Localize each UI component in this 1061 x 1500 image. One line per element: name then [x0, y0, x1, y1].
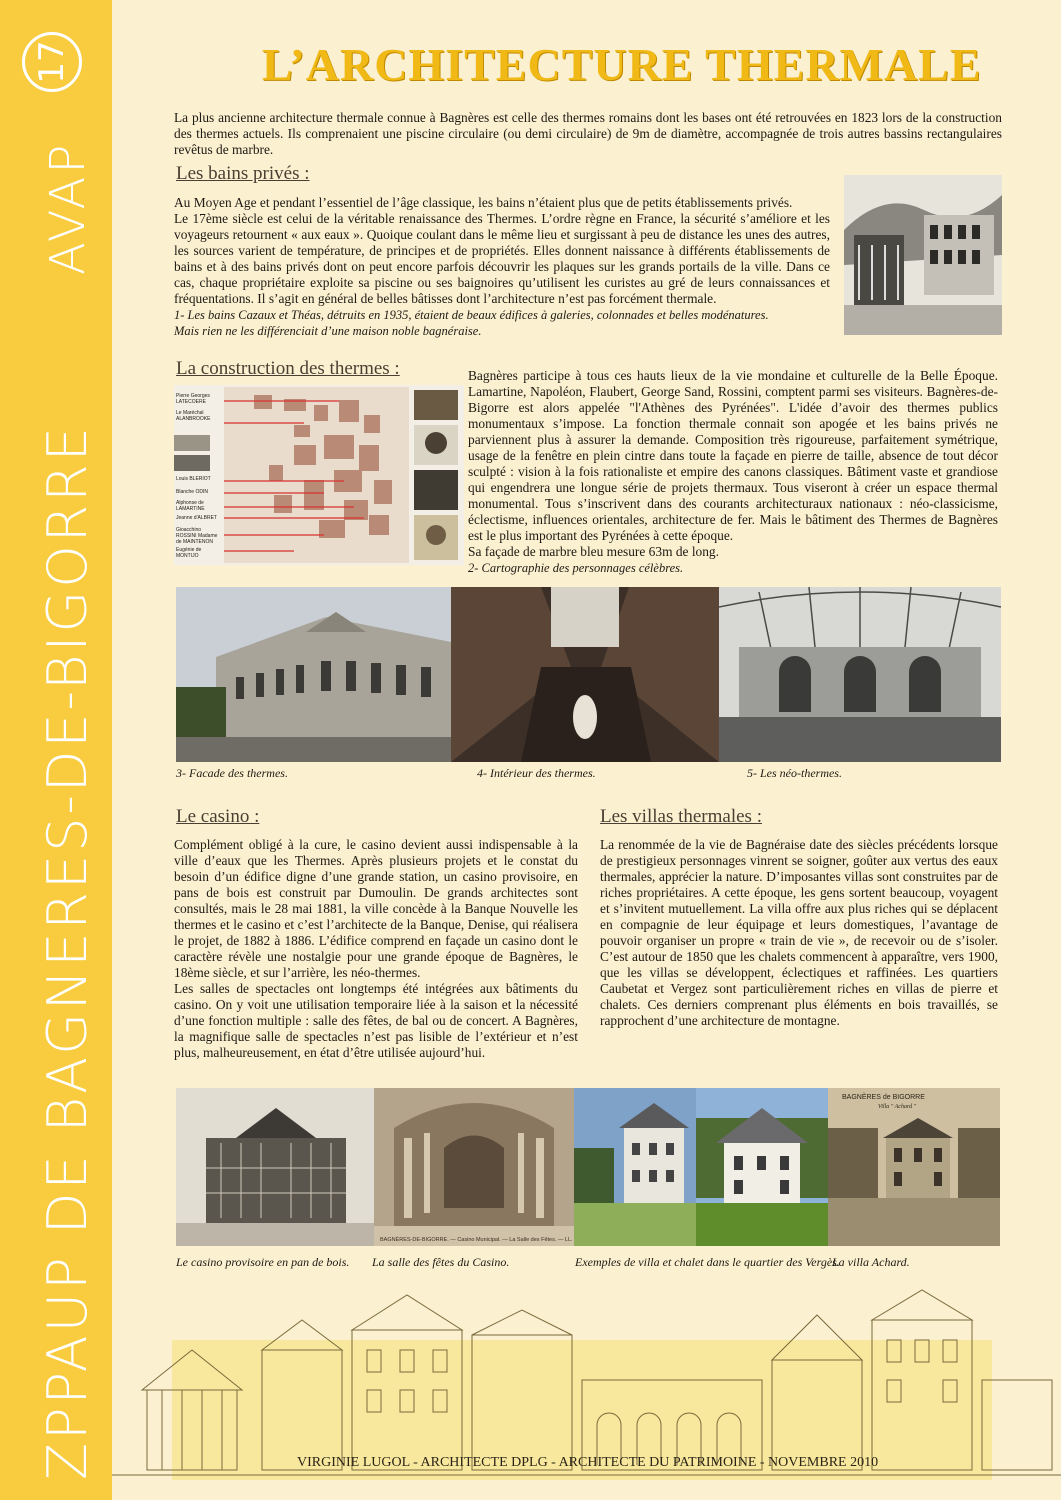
bottom-caption: La salle des fêtes du Casino. — [372, 1255, 510, 1269]
postcard-subtitle: Villa " Achard " — [878, 1104, 917, 1110]
bottom-caption: Le casino provisoire en pan de bois. — [176, 1255, 350, 1269]
postcard-title: BAGNÈRES de BIGORRE — [842, 1094, 925, 1101]
postcard-caption: BAGNÈRES-DE-BIGORRE. — Casino Municipal. — La Salle des Fêtes. — LL. — [380, 1237, 573, 1243]
map-label: Louis BLERIOT — [176, 476, 211, 482]
thermes-facade-photo — [176, 587, 451, 762]
construction-heading: La construction des thermes : — [176, 358, 400, 379]
salle-fetes-photo — [374, 1088, 574, 1246]
sidebar — [0, 0, 112, 1500]
casino-p2: Les salles de spectacles ont longtemps été intégrées aux bâtiments du casino. On y voit une utilisation temporaire liée à la saison et la nécessité d’une fonction multiple : salle des fêtes, de bal ou de concert. A Bagnères, la magnifique salle de spectacles n’est pas lisible de l’extérieur et n’est plus, malheureusement, en état d’être utilisée aujourd’hui. — [174, 981, 578, 1060]
photo-caption: 5- Les néo-thermes. — [747, 766, 842, 780]
bains-p2: Le 17ème siècle est celui de la véritable renaissance des Thermes. L’ordre règne en France, la sécurité s’améliore et les voyageurs retournent « aux eaux ». Quoique coulant dans le même lieu et surgissant à peu de distance les unes des autres, les sources varient de température, de principes et de propriétés. Elles donnent naissance à différents établissements de bains et à des bains privés dont on peut encore parfois découvrir les plaques sur les grands portails de la ville. Dans ce cas, chaque propriétaire exploite sa piscine ou ses baignoires qu’utilisent les curistes au gré de leurs connaissances et fréquentations. Il s’agit en général de belles bâtisses dont l’architecture n’est pas forcément thermale. — [174, 211, 830, 306]
villas-text: La renommée de la vie de Bagnéraise date des siècles précédents lorsque de prestigieux personnages vinrent se soigner, goûter aux vertus des eaux thermales, apprécier la nature. D’imposantes villas sont construites par de riches propriétaires. A cette époque, les gens sortent beaucoup, voyagent et s’invitent mutuellement. La villa offre aux plus riches qui se déplacent en compagnie de leur équipage et leurs domestiques, l’avantage de pouvoir organiser un propre « train de vie », de recevoir ou de s’isoler. C’est autour de 1850 que les chalets commencent à apparaître, vers 1900, que les villas se développent, éclectiques et raffinées. Les quartiers Caubetat et Vergez sont particulièrement riches en villas de pierre et chalets. Ces derniers comprenant plus éléments en bois travaillés, se rapprochent d’une architecture de montagne. — [600, 837, 998, 1028]
map-label: Le Maréchal ALANBROOKE — [176, 410, 211, 422]
map-figure — [174, 385, 464, 565]
photo-caption: 3- Facade des thermes. — [176, 766, 288, 780]
chalet-photo — [696, 1088, 828, 1246]
villa-achard-photo — [828, 1088, 1000, 1246]
bottom-caption: Exemples de villa et chalet dans le quartier des Vergès. — [575, 1255, 840, 1269]
facade-svg — [176, 587, 451, 762]
intro-paragraph: La plus ancienne architecture thermale connue à Bagnères est celle des thermes romains dont les bases ont été retrouvées en 1823 lors de la construction des thermes actuels. Ils comprenaient une piscine circulaire (ou demi circulaire) de 9m de diamètre, accompagnée de trois autres bassins rectangulaires revêtus de marbre. — [174, 110, 1002, 157]
sidebar-bottom-label: ZPPAUP DE BAGNERES-DE-BIGORRE — [36, 424, 99, 1480]
neo-thermes-svg — [719, 587, 1001, 762]
page-number-badge: 17 — [22, 32, 82, 92]
map-label: Blanche ODIN — [176, 489, 208, 495]
bains-text — [174, 195, 830, 339]
map-label: Pierre Georges LATECOERE — [176, 393, 210, 405]
villa-svg — [574, 1088, 696, 1246]
casino-text — [174, 837, 578, 1061]
villa-photo — [574, 1088, 696, 1246]
page-title: L’ARCHITECTURE THERMALE — [262, 39, 982, 90]
map-label: Alphonse de LAMARTINE — [176, 500, 205, 512]
map-label: Eugénie de MONTIJO — [176, 547, 202, 559]
sidebar-top-label: AVAP — [40, 141, 96, 275]
neo-thermes-photo — [719, 587, 1001, 762]
bains-p1: Au Moyen Age et pendant l’essentiel de l’âge classique, les bains n’étaient plus que de petits établissements privés. — [174, 195, 793, 210]
construction-text — [468, 368, 998, 576]
chalet-svg — [696, 1088, 828, 1246]
bains-caption1: 1- Les bains Cazaux et Théas, détruits en 1935, étaient de beaux édifices à galeries, colonnades et belles modénatures. — [174, 308, 769, 322]
villas-heading: Les villas thermales : — [600, 806, 762, 827]
bains-cazaux-photo — [844, 175, 1002, 335]
bains-engraving-svg — [844, 175, 1002, 335]
thermes-interior-photo — [451, 587, 719, 762]
construction-p1: Bagnères participe à tous ces hauts lieux de la vie mondaine et culturelle de la Belle Époque. Lamartine, Napoléon, Flaubert, George Sand, Rossini, comptent parmi ses visiteurs. Bagnères-de-Bigorre est alors appelée "l'Athènes des Pyrénées". L'idée d’avoir des thermes publics monumentaux s’impose. La fonction thermale connait son apogée et les bains privés ne parviennent plus à assurer la demande. Composition très rigoureuse, parfaitement symétrique, usage de la fenêtre en plein cintre dans toute la façade en pierre de taille, absence de tout décor sculpté : vision à la fois rationaliste et empire des canons classiques. Bâtiment vaste et grandiose qui engendrera une longue série de projets thermaux. Tous viseront à créer un espace thermal monumental. Tous s’inscrivent dans des courants architecturaux nationaux : néo-classicisme, éclectisme, influences orientales, architecture de fer. Mais le bâtiment des Thermes de Bagnères est le plus important des Pyrénées à cette époque. — [468, 368, 998, 543]
casino-p1: Complément obligé à la cure, le casino devient aussi indispensable à la ville d’eaux que les Thermes. Après plusieurs projets et le constat du besoin d’un édifice digne d’une grande station, un casino provisoire, en pans de bois est construit par Dumoulin. De grands architectes sont consultés, mais le 28 mai 1881, la ville concède à la Banque Nouvelle les thermes et le casino et c’est l’architecte de la Banque, Denise, qui réalisera le projet, de 1882 à 1886. L’édifice comprend en façade un casino dont le caractère révèle une nostalgie pour une grande époque de Bagnères, le 18ème siècle, et sur l’arrière, les néo-thermes. — [174, 837, 578, 980]
map-label: Jeanne d'ALBRET — [176, 515, 217, 521]
bains-heading: Les bains privés : — [176, 163, 310, 184]
casino-heading: Le casino : — [176, 806, 260, 827]
salle-fetes-svg — [374, 1088, 574, 1246]
main-content — [112, 0, 1061, 1500]
photo-caption: 4- Intérieur des thermes. — [477, 766, 596, 780]
construction-p2: Sa façade de marbre bleu mesure 63m de long. — [468, 544, 719, 559]
bains-caption2: Mais rien ne les différenciait d’une maison noble bagnéraise. — [174, 324, 482, 338]
footer-credit: VIRGINIE LUGOL - ARCHITECTE DPLG - ARCHITECTE DU PATRIMOINE - NOVEMBRE 2010 — [297, 1455, 879, 1470]
villa-achard-svg — [828, 1088, 1000, 1246]
casino-provisoire-svg — [176, 1088, 374, 1246]
bottom-caption: La villa Achard. — [832, 1255, 910, 1269]
map-label: Gioacchino ROSSINI Madame de MAINTENON — [176, 527, 218, 545]
interior-svg — [451, 587, 719, 762]
construction-caption: 2- Cartographie des personnages célèbres. — [468, 561, 684, 575]
casino-provisoire-photo — [176, 1088, 374, 1246]
